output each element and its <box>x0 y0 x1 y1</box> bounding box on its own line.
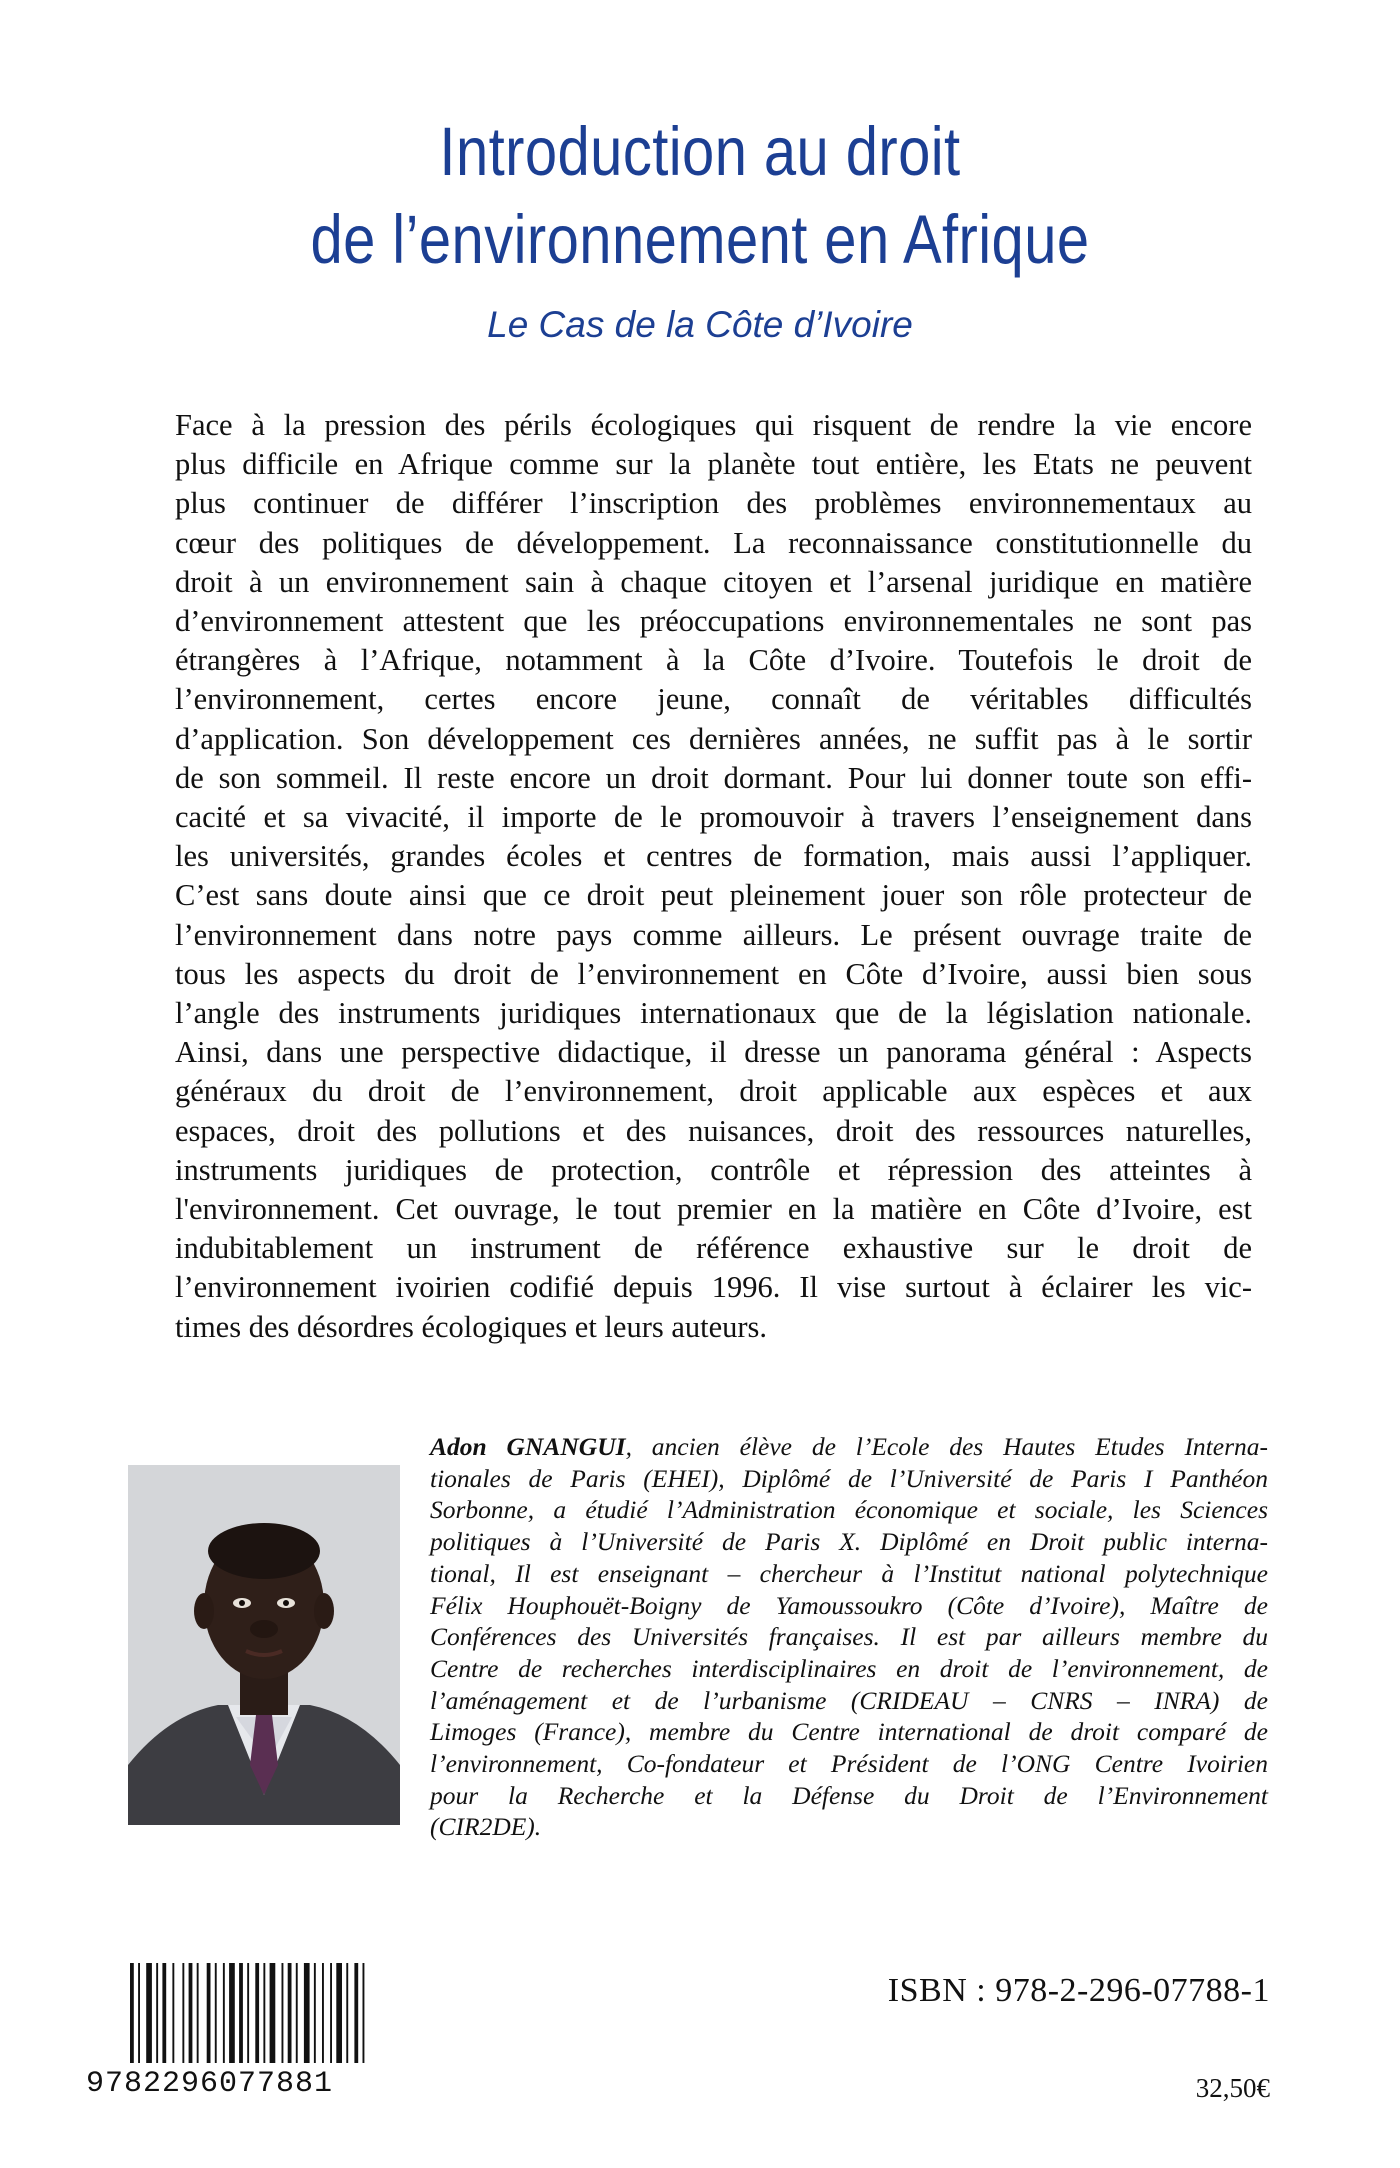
barcode-bar <box>130 1963 134 2063</box>
summary-line: plus difficile en Afrique comme sur la planète tout entière, les Etats ne peuvent <box>175 447 1252 482</box>
barcode-bar <box>239 1963 243 2063</box>
summary-line: Face à la pression des périls écologiques qui risquent de rendre la vie encore <box>175 408 1252 442</box>
summary-line: l’environnement ivoirien codifié depuis 1996. Il vise surtout à éclairer les vic- <box>175 1270 1252 1305</box>
barcode-bar <box>156 1963 158 2063</box>
barcode-bar <box>182 1963 184 2063</box>
author-bio-line: Limoges (France), membre du Centre international de droit comparé de <box>430 1717 1268 1747</box>
barcode-bar <box>138 1963 140 2063</box>
summary-line: les universités, grandes écoles et centres de formation, mais aussi l’appliquer. <box>175 839 1252 874</box>
barcode-bar <box>304 1963 310 2063</box>
barcode-bar <box>263 1963 265 2063</box>
barcode-bar <box>247 1963 249 2063</box>
summary-line: Ainsi, dans une perspective didactique, il dresse un panorama général : Aspects <box>175 1035 1252 1070</box>
author-bio-line: tionales de Paris (EHEI), Diplômé de l’Université de Paris I Panthéon <box>430 1463 1268 1493</box>
author-name: Adon GNANGUI <box>430 1432 626 1461</box>
summary-line: généraux du droit de l’environnement, droit applicable aux espèces et aux <box>175 1074 1252 1109</box>
book-title <box>112 108 1288 284</box>
barcode-bar <box>172 1963 174 2063</box>
summary-line: indubitablement un instrument de référence exhaustive sur le droit de <box>175 1231 1252 1266</box>
barcode-bar <box>288 1963 292 2063</box>
barcode-bar <box>282 1963 284 2063</box>
summary-line: de son sommeil. Il reste encore un droit dormant. Pour lui donner toute son effi- <box>175 760 1252 795</box>
author-bio-line: politiques à l’Université de Paris X. Diplômé en Droit public interna- <box>430 1527 1268 1557</box>
summary-line: espaces, droit des pollutions et des nuisances, droit des ressources naturelles, <box>175 1113 1252 1148</box>
barcode-bar <box>330 1963 332 2063</box>
book-title-line-1: Introduction au droit <box>439 113 961 190</box>
barcode-bar <box>363 1963 365 2063</box>
author-bio <box>430 1431 1268 1843</box>
summary-line: l’angle des instruments juridiques internationaux que de la législation nationale. <box>175 996 1252 1031</box>
summary-line: l’environnement, certes encore jeune, connaît de véritables difficultés <box>175 682 1252 717</box>
summary-line: droit à un environnement sain à chaque citoyen et l’arsenal juridique en matière <box>175 564 1252 599</box>
summary-line: l’environnement dans notre pays comme ailleurs. Le présent ouvrage traite de <box>175 917 1252 952</box>
barcode-bar <box>189 1963 193 2063</box>
author-bio-first-line: , ancien élève de l’Ecole des Hautes Etudes Interna- <box>625 1432 1269 1461</box>
barcode-bar <box>215 1963 217 2063</box>
summary-line: d’environnement attestent que les préoccupations environnementales ne sont pas <box>175 604 1252 639</box>
barcode-bar <box>296 1963 298 2063</box>
barcode-bar <box>354 1963 358 2063</box>
summary-line: times des désordres écologiques et leurs auteurs. <box>175 1309 768 1344</box>
author-bio-line: l’environnement, Co-fondateur et Président de l’ONG Centre Ivoirien <box>430 1749 1268 1779</box>
author-bio-line: (CIR2DE). <box>430 1812 542 1842</box>
price-label: 32,50€ <box>1195 2073 1270 2103</box>
isbn-label: ISBN : 978-2-296-07788-1 <box>887 1972 1270 2009</box>
author-bio-line: Centre de recherches interdisciplinaires en droit de l’environnement, de <box>430 1653 1268 1683</box>
barcode-bar <box>270 1963 276 2063</box>
barcode-bar <box>223 1963 225 2063</box>
book-title-line-2: de l’environnement en Afrique <box>310 201 1090 278</box>
barcode-bar <box>346 1963 348 2063</box>
barcode-bar <box>229 1963 235 2063</box>
barcode-bar <box>336 1963 342 2063</box>
author-bio-line: Félix Houphouët-Boigny de Yamoussoukro (Côte d’Ivoire), Maître de <box>430 1590 1268 1620</box>
book-subtitle: Le Cas de la Côte d’Ivoire <box>487 304 913 345</box>
author-bio-line: pour la Recherche et la Défense du Droit de l’Environnement <box>430 1780 1268 1810</box>
barcode-bar <box>255 1963 259 2063</box>
author-bio-line: tional, Il est enseignant – chercheur à l’Institut national polytechnique <box>430 1558 1268 1588</box>
author-bio-line: l’aménagement et de l’urbanisme (CRIDEAU – CNRS – INRA) de <box>430 1685 1268 1715</box>
author-photo <box>128 1465 400 1825</box>
barcode-bar <box>162 1963 166 2063</box>
barcode-bar <box>322 1963 324 2063</box>
summary-line: C’est sans doute ainsi que ce droit peut pleinement jouer son rôle protecteur de <box>175 878 1252 913</box>
barcode-digits: 9782296077881 <box>86 2067 334 2101</box>
summary-line: cacité et sa vivacité, il importe de le promouvoir à travers l’enseignement dans <box>175 800 1252 835</box>
barcode-bar <box>146 1963 152 2063</box>
author-bio-line: Sorbonne, a étudié l’Administration économique et sociale, les Sciences <box>430 1495 1268 1525</box>
summary-line: instruments juridiques de protection, contrôle et répression des atteintes à <box>175 1152 1252 1187</box>
author-bio-line <box>430 1431 1268 1463</box>
author-bio-line: Conférences des Universités françaises. Il est par ailleurs membre du <box>430 1622 1268 1652</box>
summary-line: cœur des politiques de développement. La reconnaissance constitutionnelle du <box>175 525 1252 560</box>
barcode-bar <box>314 1963 316 2063</box>
barcode-bar <box>197 1963 199 2063</box>
summary-line: étrangères à l’Afrique, notamment à la Côte d’Ivoire. Toutefois le droit de <box>175 643 1252 678</box>
book-summary <box>175 406 1252 1347</box>
summary-line: l'environnement. Cet ouvrage, le tout premier en la matière en Côte d’Ivoire, est <box>175 1192 1252 1227</box>
barcode-bar <box>207 1963 211 2063</box>
author-portrait-image <box>128 1465 400 1825</box>
barcode-image <box>128 1963 393 2063</box>
summary-line: plus continuer de différer l’inscription des problèmes environnementaux au <box>175 486 1252 521</box>
summary-line: d’application. Son développement ces dernières années, ne suffit pas à le sortir <box>175 721 1252 756</box>
summary-line: tous les aspects du droit de l’environnement en Côte d’Ivoire, aussi bien sous <box>175 956 1252 991</box>
